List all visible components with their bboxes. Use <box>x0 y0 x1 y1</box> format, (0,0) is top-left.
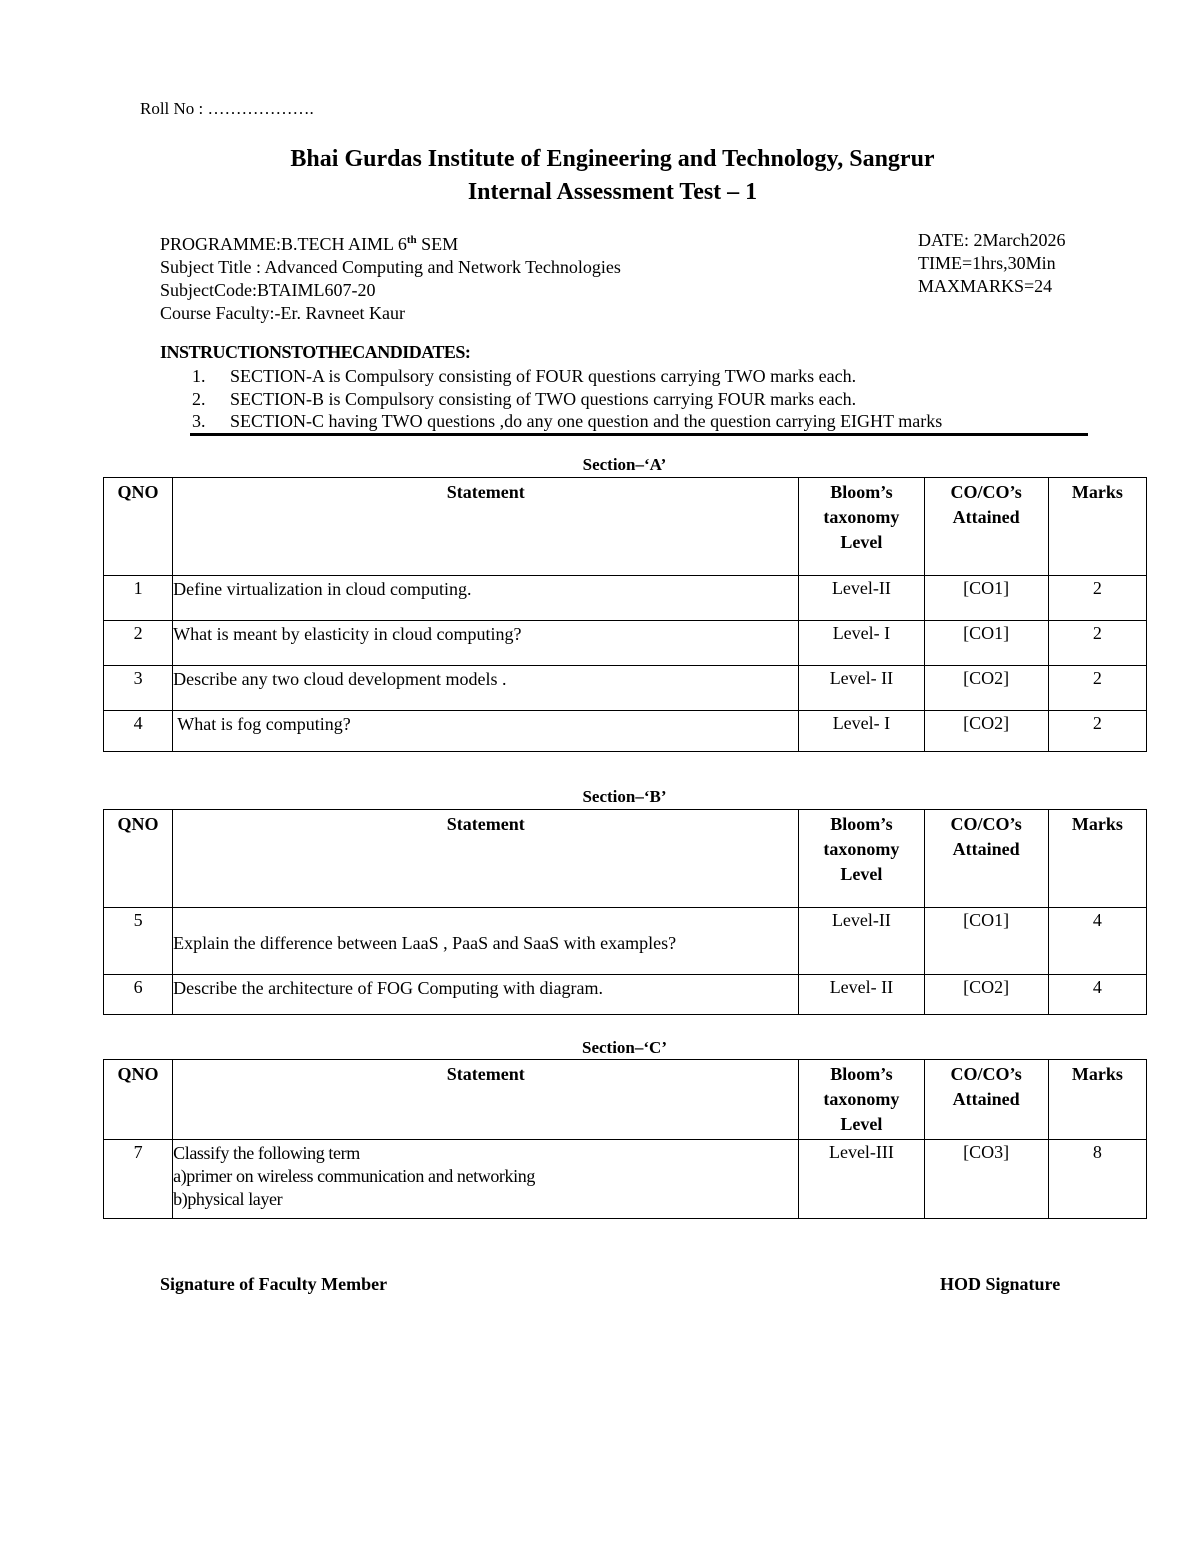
header-bloom: Bloom’s taxonomy Level <box>799 810 924 908</box>
header-bloom: Bloom’s taxonomy Level <box>799 478 924 576</box>
instruction-item: 1. SECTION-A is Compulsory consisting of FOUR questions carrying TWO marks each. <box>192 366 857 386</box>
co-cell: [CO1] <box>924 621 1048 666</box>
qno-cell: 6 <box>104 975 173 1015</box>
section-b-title: Section–‘B’ <box>582 787 667 806</box>
table-row <box>104 908 1147 975</box>
section-a-table <box>103 477 1147 752</box>
programme: PROGRAMME:B.TECH AIML 6th SEM <box>160 234 459 254</box>
table-row <box>104 975 1147 1015</box>
level-cell: Level- II <box>799 666 924 711</box>
exam-info-right <box>918 229 1065 298</box>
course-faculty: Course Faculty:-Er. Ravneet Kaur <box>160 303 405 323</box>
co-cell: [CO3] <box>924 1140 1048 1219</box>
statement-cell: Describe the architecture of FOG Computing with diagram. <box>173 975 799 1015</box>
instruction-item: 2. SECTION-B is Compulsory consisting of TWO questions carrying FOUR marks each. <box>192 388 857 409</box>
table-row <box>104 621 1147 666</box>
exam-info-left <box>160 229 621 325</box>
header-qno: QNO <box>104 810 173 908</box>
level-cell: Level- I <box>799 711 924 752</box>
section-c-title: Section–‘C’ <box>582 1038 667 1057</box>
header-statement: Statement <box>173 810 799 908</box>
co-cell: [CO2] <box>924 666 1048 711</box>
table-row <box>104 666 1147 711</box>
marks-cell: 2 <box>1048 666 1146 711</box>
marks-cell: 2 <box>1048 621 1146 666</box>
marks-cell: 2 <box>1048 711 1146 752</box>
co-cell: [CO1] <box>924 576 1048 621</box>
header-bloom: Bloom’s taxonomy Level <box>799 1060 924 1140</box>
marks-cell: 4 <box>1048 975 1146 1015</box>
header-marks: Marks <box>1048 478 1146 576</box>
qno-cell: 3 <box>104 666 173 711</box>
qno-cell: 2 <box>104 621 173 666</box>
header-qno: QNO <box>104 478 173 576</box>
exam-time: TIME=1hrs,30Min <box>918 253 1056 273</box>
qno-cell: 4 <box>104 711 173 752</box>
section-c-table <box>103 1059 1147 1219</box>
table-row <box>104 1140 1147 1219</box>
statement-cell: Describe any two cloud development models . <box>173 666 799 711</box>
level-cell: Level- II <box>799 975 924 1015</box>
table-row <box>104 711 1147 752</box>
header-marks: Marks <box>1048 810 1146 908</box>
institute-name: Bhai Gurdas Institute of Engineering and Technology, Sangrur <box>290 146 935 172</box>
marks-cell: 8 <box>1048 1140 1146 1219</box>
co-cell: [CO2] <box>924 711 1048 752</box>
level-cell: Level-II <box>799 576 924 621</box>
table-header-row <box>104 1060 1147 1140</box>
statement-cell: Define virtualization in cloud computing. <box>173 576 799 621</box>
section-b-table <box>103 809 1147 1015</box>
level-cell: Level-III <box>799 1140 924 1219</box>
co-cell: [CO1] <box>924 908 1048 975</box>
header-co: CO/CO’s Attained <box>924 810 1048 908</box>
marks-cell: 2 <box>1048 576 1146 621</box>
instruction-item: 3. SECTION-C having TWO questions ,do any one question and the question carrying EIGHT marks <box>192 411 943 431</box>
statement-cell: What is fog computing? <box>173 711 799 752</box>
table-header-row <box>104 478 1147 576</box>
header-marks: Marks <box>1048 1060 1146 1140</box>
instructions-list <box>160 365 942 433</box>
statement-cell: Classify the following term a)primer on wireless communication and networking b)physical layer <box>173 1140 799 1219</box>
subject-title: Subject Title : Advanced Computing and Network Technologies <box>160 257 621 277</box>
qno-cell: 1 <box>104 576 173 621</box>
header-qno: QNO <box>104 1060 173 1140</box>
roll-no: Roll No : ………………. <box>140 99 314 118</box>
statement-cell: What is meant by elasticity in cloud computing? <box>173 621 799 666</box>
header-statement: Statement <box>173 478 799 576</box>
marks-cell: 4 <box>1048 908 1146 975</box>
exam-date: DATE: 2March2026 <box>918 230 1066 250</box>
level-cell: Level- I <box>799 621 924 666</box>
faculty-signature: Signature of Faculty Member <box>160 1274 388 1294</box>
test-title: Internal Assessment Test – 1 <box>467 179 758 205</box>
level-cell: Level-II <box>799 908 924 975</box>
table-row <box>104 576 1147 621</box>
co-cell: [CO2] <box>924 975 1048 1015</box>
subject-code: SubjectCode:BTAIML607-20 <box>160 280 376 300</box>
header-co: CO/CO’s Attained <box>924 1060 1048 1140</box>
statement-cell: Explain the difference between LaaS , PaaS and SaaS with examples? <box>173 908 799 975</box>
divider-rule <box>190 433 1088 436</box>
header-statement: Statement <box>173 1060 799 1140</box>
section-a-title: Section–‘A’ <box>582 455 667 474</box>
max-marks: MAXMARKS=24 <box>918 276 1053 296</box>
qno-cell: 7 <box>104 1140 173 1219</box>
qno-cell: 5 <box>104 908 173 975</box>
hod-signature: HOD Signature <box>940 1274 1061 1294</box>
header-co: CO/CO’s Attained <box>924 478 1048 576</box>
table-header-row <box>104 810 1147 908</box>
instructions-heading: INSTRUCTIONSTOTHECANDIDATES: <box>160 342 471 362</box>
